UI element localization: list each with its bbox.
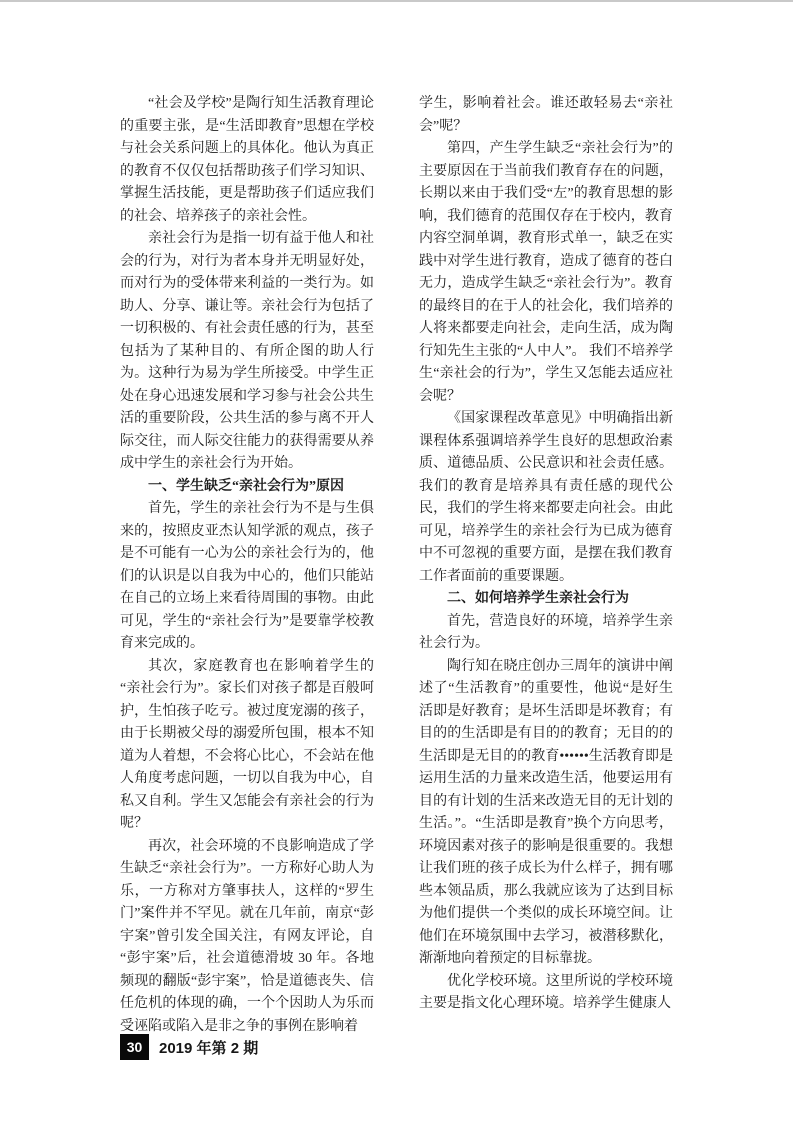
section-heading-2: 二、如何培养学生亲社会行为 xyxy=(447,591,629,606)
body-paragraph: 《国家课程改革意见》中明确指出新课程体系强调培养学生良好的思想政治素质、道德品质、公民意识和社会责任感。我们的教育是培养具有责任感的现代公民，我们的学生将来都要走向社会。由此可见，培养学生的亲社会行为已成为德育中不可忽视的重要方面，是摆在我们教育工作者面前的重要课题。 xyxy=(419,411,673,584)
left-text-column xyxy=(120,93,374,1038)
body-paragraph: 陶行知在晓庄创办三周年的演讲中阐述了“生活教育”的重要性，他说“是好生活即是好教育；是坏生活即是坏教育；有目的的生活即是有目的的教育；无目的的生活即是无目的的教育••••••生活教育即是运用生活的力量来改造生活，他要运用有目的有计划的生活来改造无目的无计划的生活。”。“生活即是教育”换个方向思考，环境因素对孩子的影响是很重要的。我想让我们班的孩子成长为什么样子，拥有哪些本领品质，那么我就应该为了达到目标为他们提供一个类似的成长环境空间。让他们在环境氛围中去学习，被潜移默化，渐渐地向着预定的目标靠拢。 xyxy=(419,658,673,966)
body-paragraph: “社会及学校”是陶行知生活教育理论的重要主张，是“生活即教育”思想在学校与社会关系问题上的具体化。他认为真正的教育不仅仅包括帮助孩子们学习知识、掌握生活技能，更是帮助孩子们适应我们的社会、培养孩子的亲社会性。 xyxy=(120,96,374,224)
body-paragraph-continuation: 学生，影响着社会。谁还敢轻易去“亲社会”呢？ xyxy=(419,96,673,134)
body-paragraph: 其次，家庭教育也在影响着学生的“亲社会行为”。家长们对孩子都是百般呵护，生怕孩子吃亏。被过度宠溺的孩子，由于长期被父母的溺爱所包围，根本不知道为人着想，不会将心比心，不会站在他人角度考虑问题，一切以自我为中心，自私又自利。学生又怎能会有亲社会的行为呢？ xyxy=(120,658,374,831)
page-footer xyxy=(120,1034,258,1060)
body-paragraph: 第四，产生学生缺乏“亲社会行为”的主要原因在于当前我们教育存在的问题，长期以来由于我们受“左”的教育思想的影响，我们德育的范围仅存在于校内，教育内容空洞单调，教育形式单一，缺乏在实践中对学生进行教育，造成了德育的苍白无力，造成学生缺乏“亲社会行为”。教育的最终目的在于人的社会化，我们培养的人将来都要走向社会，走向生活，成为陶行知先生主张的“人中人”。 我们不培养学生“亲社会的行为”，学生又怎能去适应社会呢？ xyxy=(419,141,673,404)
issue-label: 2019 年第 2 期 xyxy=(159,1039,259,1057)
body-paragraph: 首先，学生的亲社会行为不是与生俱来的，按照皮亚杰认知学派的观点，孩子是不可能有一心为公的亲社会行为的，他们的认识是以自我为中心的，他们只能站在自己的立场上来看待周围的事物。由此可见，学生的“亲社会行为”是要靠学校教育来完成的。 xyxy=(120,501,374,651)
section-heading-1: 一、学生缺乏“亲社会行为”原因 xyxy=(148,478,344,494)
page-top-edge-line xyxy=(0,0,793,2)
body-paragraph: 再次，社会环境的不良影响造成了学生缺乏“亲社会行为”。一方称好心助人为乐，一方称对方肇事扶人，这样的“罗生门”案件并不罕见。就在几年前，南京“彭宇案”曾引发全国关注，有网友评论，自“彭宇案”后，社会道德滑坡 30 年。各地频现的翻版“彭宇案”，恰是道德丧失、信任危机的体现的确，一个个因助人为乐而受诬陷或陷入是非之争的事例在影响着 xyxy=(120,838,374,1034)
page-number-badge: 30 xyxy=(120,1034,149,1060)
body-paragraph: 首先，营造良好的环境，培养学生亲社会行为。 xyxy=(419,613,673,651)
right-text-column xyxy=(419,93,673,1016)
body-paragraph: 优化学校环境。这里所说的学校环境主要是指文化心理环境。培养学生健康人 xyxy=(419,973,673,1011)
body-paragraph: 亲社会行为是指一切有益于他人和社会的行为，对行为者本身并无明显好处，而对行为的受体带来利益的一类行为。如助人、分享、谦让等。亲社会行为包括了一切积极的、有社会责任感的行为，甚至包括为了某种目的、有所企图的助人行为。这种行为易为学生所接受。中学生正处在身心迅速发展和学习参与社会公共生活的重要阶段，公共生活的参与离不开人际交往，而人际交往能力的获得需要从养成中学生的亲社会行为开始。 xyxy=(120,231,374,471)
